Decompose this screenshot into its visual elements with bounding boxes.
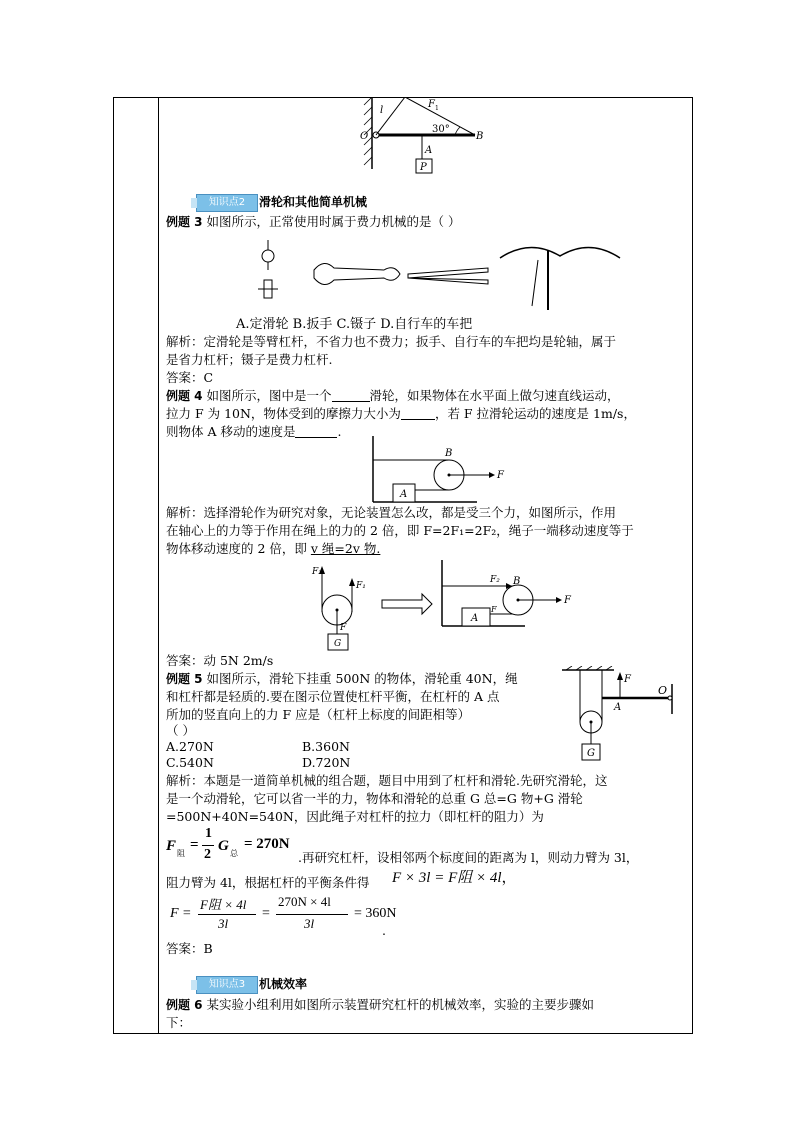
example-3-analysis-1: 解析：定滑轮是等臂杠杆，不省力也不费力；扳手、自行车的车把均是轮轴，属于: [166, 334, 617, 349]
section-title-3: 机械效率: [259, 977, 308, 991]
section-title-2: 滑轮和其他简单机械: [259, 195, 368, 209]
f3-lhs: F =: [170, 906, 192, 921]
example-3-text: 如图所示，正常使用时属于费力机械的是（ ）: [206, 214, 461, 229]
tools-figure: [248, 240, 628, 320]
f3-num2: 270N × 4l: [278, 894, 331, 909]
f3-eq: =: [262, 906, 270, 921]
fig5-label-f1: F₁: [356, 581, 366, 591]
example-4-analysis-1: 解析：选择滑轮作为研究对象，无论装置怎么改，都是受三个力，如图所示，作用: [166, 505, 617, 520]
fig5-label-f: F: [340, 623, 347, 633]
example-4-line-1: [166, 387, 620, 405]
example-5-line-3: 所加的竖直向上的力 F 应是（杠杆上标度的间距相等）: [166, 707, 471, 722]
knowledge-badge-2: 知识点2: [196, 194, 258, 212]
formula-solution: [170, 894, 400, 938]
example-4-q3: 则物体 A 移动的速度是: [166, 424, 296, 439]
example-5-analysis-1: 解析：本题是一道简单机械的组合题，题目中用到了杠杆和滑轮.先研究滑轮，这: [166, 773, 608, 788]
label-f1: F: [428, 99, 435, 110]
fig6-label-f: F: [564, 595, 571, 606]
blank-1: [332, 387, 370, 402]
blank-3: [295, 423, 337, 438]
lever-pulley-figure: [562, 666, 686, 766]
fig4-label-f: F: [497, 470, 504, 481]
label-a: A: [425, 145, 433, 156]
fig4-label-a: A: [400, 489, 408, 500]
f3-den2: 3l: [304, 916, 315, 931]
f3-num1: F阻 × 4l: [200, 897, 247, 912]
example-4-an3a: 物体移动速度的 2 倍，即: [166, 541, 307, 556]
fig6-label-f-small: F: [491, 605, 497, 614]
example-4-label: 例题 4: [166, 389, 203, 403]
f3-den1: 3l: [218, 916, 229, 931]
formula-resistance-force: [166, 826, 306, 866]
example-4-answer: 答案：动 5N 2m/s: [166, 653, 274, 668]
f3-bar1: [198, 914, 256, 915]
example-5-answer: 答案：B: [166, 941, 213, 956]
fig6-label-f2: F₂: [490, 575, 500, 585]
example-4-an3b: v 绳=2v 物.: [310, 541, 381, 556]
example-4-q2a: 拉力 F 为 10N，物体受到的摩擦力大小为: [166, 406, 401, 421]
example-5-analysis-5: 阻力臂为 4l，根据杠杆的平衡条件得: [166, 875, 370, 890]
lever-figure-top: [360, 97, 500, 177]
label-p: P: [420, 162, 427, 173]
example-4-q1b: 滑轮，如果物体在水平面上做匀速直线运动，: [369, 388, 620, 403]
f1-g: G: [218, 838, 229, 854]
f1-num: 1: [205, 826, 212, 841]
example-4-q1a: 如图所示，图中是一个: [206, 388, 332, 403]
label-b: B: [476, 131, 484, 142]
example-6-line-2: 下：: [166, 1015, 192, 1030]
example-5-line-4: （ ）: [166, 723, 195, 738]
example-5-option-d: D.720N: [302, 755, 351, 770]
example-4-analysis-2: 在轴心上的力等于作用在绳上的力的 2 倍，即 F=2F₁=2F₂，绳子一端移动速度等于: [166, 523, 634, 538]
f3-bar2: [276, 914, 348, 915]
f1-den: 2: [204, 847, 211, 862]
example-3-question: [166, 213, 461, 231]
knowledge-badge-3: 知识点3: [196, 976, 258, 994]
fig7-label-a: A: [614, 702, 622, 713]
example-5-q1: 如图所示，滑轮下挂重 500N 的物体，滑轮重 40N，绳: [206, 671, 518, 686]
f3-rhs: = 360N: [354, 906, 397, 921]
example-4-q2b: ，若 F 拉滑轮运动的速度是 1m/s，: [434, 406, 636, 421]
column-divider: [158, 97, 159, 1034]
pulley-force-figures: [300, 560, 580, 652]
example-3-answer: 答案：C: [166, 370, 214, 385]
example-5-option-b: B.360N: [302, 739, 350, 754]
fig5-label-f2: F₂: [312, 567, 322, 577]
label-o: O: [360, 131, 369, 142]
example-3-label: 例题 3: [166, 215, 203, 229]
fig5-label-g: G: [334, 639, 342, 649]
f2-end: ，: [501, 870, 517, 886]
example-5-analysis-4: .再研究杠杆，设相邻两个标度间的距离为 l，则动力臂为 3l，: [298, 850, 639, 865]
example-5-label: 例题 5: [166, 672, 203, 686]
example-5-analysis-3: =500N+40N=540N，因此绳子对杠杆的拉力（即杠杆的阻力）为: [166, 809, 544, 824]
formula-dot: .: [382, 923, 386, 938]
example-5-line-2: 和杠杆都是轻质的.要在图示位置使杠杆平衡，在杠杆的 A 点: [166, 689, 500, 704]
example-4-q3end: .: [337, 424, 342, 439]
example-4-analysis-3: [166, 540, 380, 558]
f1-lhs: F: [166, 838, 177, 854]
example-6-q1: 某实验小组利用如图所示装置研究杠杆的机械效率，实验的主要步骤如: [206, 997, 595, 1012]
example-5-option-c: C.540N: [166, 755, 214, 770]
example-4-line-3: [166, 423, 341, 441]
fig6-label-a: A: [471, 613, 479, 624]
formula-lever-balance: [392, 866, 517, 887]
f1-fraction-bar: [202, 845, 214, 846]
label-f1-sub: 1: [435, 105, 439, 112]
example-5-option-a: A.270N: [166, 739, 214, 754]
fig6-label-b: B: [513, 576, 521, 587]
example-5-analysis-2: 是一个动滑轮，它可以省一半的力，物体和滑轮的总重 G 总=G 物+G 滑轮: [166, 791, 583, 806]
f1-rhs: = 270N: [244, 836, 290, 852]
fig4-label-b: B: [445, 448, 453, 459]
f1-eq: =: [190, 837, 199, 853]
fig7-label-f: F: [624, 674, 631, 685]
example-4-line-2: [166, 405, 636, 423]
label-l: l: [380, 105, 384, 116]
blank-2: [401, 405, 435, 420]
example-5-line-1: [166, 670, 518, 688]
fig7-label-o: O: [658, 684, 668, 697]
example-6-label: 例题 6: [166, 998, 203, 1012]
example-3-analysis-2: 是省力杠杆；镊子是费力杠杆.: [166, 352, 333, 367]
label-angle: 30°: [432, 124, 450, 135]
f2-text: F × 3l = F阻 × 4l: [392, 870, 502, 886]
fig7-label-g: G: [587, 748, 595, 759]
example-3-options: A.定滑轮 B.扳手 C.镊子 D.自行车的车把: [236, 317, 473, 332]
f1-gsub: 总: [230, 849, 238, 858]
example-6-line-1: [166, 996, 594, 1014]
f1-sub: 阻: [177, 849, 185, 858]
pulley-figure-1: [365, 436, 525, 506]
